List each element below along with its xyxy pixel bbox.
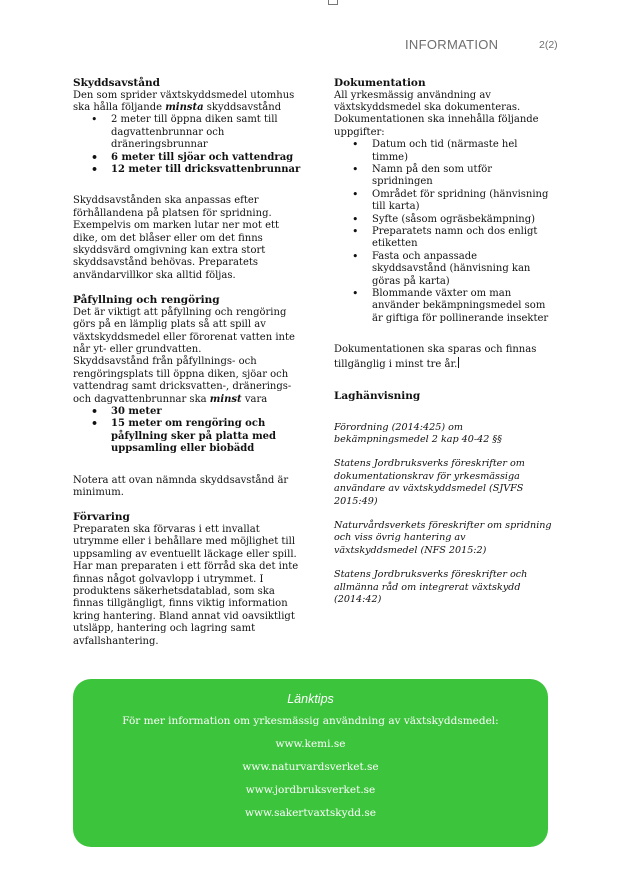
dokumentation-list (334, 139, 552, 325)
pafyllning-list (73, 406, 301, 456)
minimum-note: Notera att ovan nämnda skyddsavstånd är minimum. (73, 474, 289, 498)
forvaring-paragraph: Preparaten ska förvaras i ett invallat utrymme eller i behållare med möjlighet till uppsamling av eventuellt läckage eller spill. Har man preparaten i ett förråd ska det inte finnas något golvavlopp i utrymmet. I produktens säkerhetsdatablad, som ska finnas tillgängligt, finns viktig information kring hantering. Bland annat vid oavsiktligt utsläpp, hantering och lagring samt avfallshantering. (73, 523, 299, 647)
law-reference: Statens Jordbruksverks föreskrifter om dokumentationskrav för yrkesmässiga användare av växtskyddsmedel (SJVFS 2015:49) (334, 458, 525, 507)
section-title-skyddsavstand: Skyddsavstånd (73, 77, 160, 89)
pafyllning-paragraph-1: Det är viktigt att påfyllning och rengöring görs på en lämplig plats så att spill av växtskyddsmedel eller förorenat vatten inte når yt- eller grundvatten. (73, 306, 295, 355)
link-sakertvaxtskydd[interactable]: www.sakertvaxtskydd.se (245, 807, 376, 819)
list-item: • 15 meter om rengöring och påfyllning sker på platta med uppsamling eller biobädd (111, 418, 301, 455)
page-number: 2(2) (539, 39, 558, 51)
list-item: • Fasta och anpassade skyddsavstånd (hänvisning kan göras på karta) (372, 251, 552, 288)
list-item: • Syfte (såsom ogräsbekämpning) (372, 214, 552, 226)
link-tips-box (73, 679, 548, 847)
link-jordbruksverket[interactable]: www.jordbruksverket.se (245, 784, 376, 796)
list-item: • Preparatets namn och dos enligt etiketten (372, 226, 552, 251)
law-reference: Förordning (2014:425) om bekämpningsmedel 2 kap 40-42 §§ (334, 421, 502, 445)
section-title-pafyllning: Påfyllning och rengöring (73, 294, 220, 307)
list-item: • Namn på den som utför spridningen (372, 164, 552, 189)
page-top-marker (328, 0, 338, 5)
skyddsavstand-list (73, 114, 301, 176)
link-kemi[interactable]: www.kemi.se (275, 738, 346, 750)
link-tips-title: Länktips (287, 692, 334, 706)
law-reference: Statens Jordbruksverks föreskrifter och allmänna råd om integrerat växtskydd (2014:42) (334, 569, 528, 605)
text-cursor (458, 357, 459, 368)
dokumentation-paragraph-1: All yrkesmässig användning av växtskyddsmedel ska dokumenteras. (334, 89, 521, 113)
dokumentation-paragraph-3: Dokumentationen ska sparas och finnas tillgänglig i minst tre år. (334, 344, 537, 370)
list-item: • 30 meter (111, 406, 301, 418)
list-item: • Datum och tid (närmaste hel timme) (372, 139, 552, 164)
section-title-laghanvisning: Laghänvisning (334, 390, 421, 403)
link-tips-intro: För mer information om yrkesmässig användning av växtskyddsmedel: (122, 715, 499, 727)
section-title-forvaring: Förvaring (73, 511, 130, 524)
list-item: • 12 meter till dricksvattenbrunnar (111, 164, 301, 176)
list-item: • Området för spridning (hänvisning till karta) (372, 189, 552, 214)
list-item: • 6 meter till sjöar och vattendrag (111, 152, 301, 164)
list-item: • Blommande växter om man använder bekämpningsmedel som är giftiga för pollinerande insekter (372, 288, 552, 325)
header-title: INFORMATION (405, 37, 499, 52)
left-column (73, 77, 301, 648)
list-item: • 2 meter till öppna diken samt till dagvattenbrunnar och dräneringsbrunnar (111, 114, 301, 151)
skyddsavstand-paragraph: Skyddsavstånden ska anpassas efter förhållandena på platsen för spridning. Exempelvis om marken lutar ner mot ett dike, om det blåser eller om det finns skyddsvärd omgivning kan extra stort skyddsavstånd behövas. Preparatets användarvillkor ska alltid följas. (73, 195, 280, 281)
dokumentation-paragraph-2: Dokumentationen ska innehålla följande uppgifter: (334, 114, 539, 138)
right-column (334, 77, 552, 606)
section-title-dokumentation: Dokumentation (334, 77, 426, 89)
link-naturvardsverket[interactable]: www.naturvardsverket.se (242, 761, 379, 773)
pafyllning-paragraph-2: Skyddsavstånd från påfyllnings- och rengöringsplats till öppna diken, sjöar och vattendrag samt dricksvatten-, dränerings- och dagvattenbrunnar ska minst vara (73, 356, 292, 405)
law-reference: Naturvårdsverkets föreskrifter om spridning och viss övrig hantering av växtskyddsmedel (NFS 2015:2) (334, 519, 552, 556)
skyddsavstand-intro: Den som sprider växtskyddsmedel utomhus ska hålla följande minsta skyddsavstånd (73, 89, 295, 113)
